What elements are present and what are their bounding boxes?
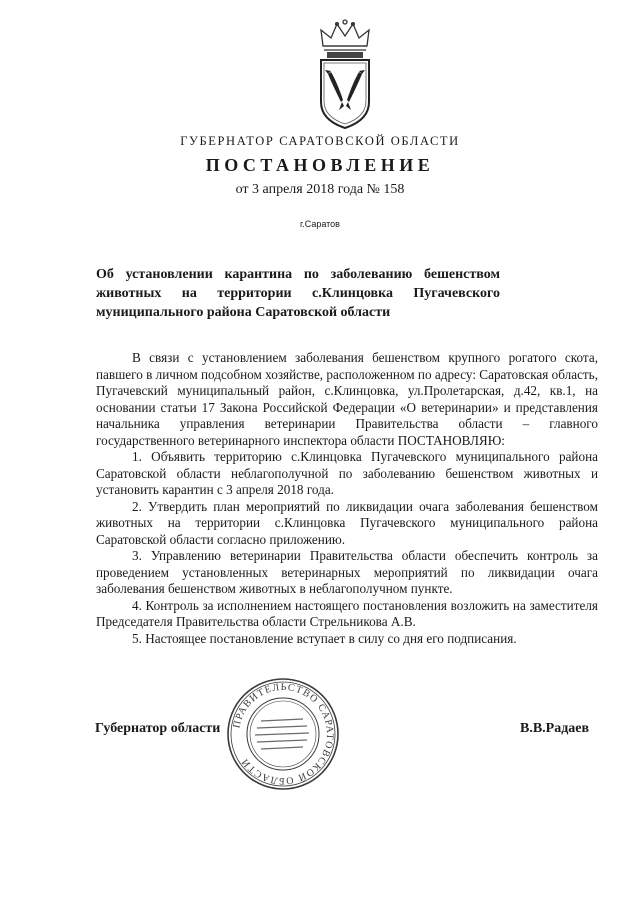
- clause-3: 3. Управлению ветеринарии Правительства области обеспечить контроль за проведением установленных ветеринарных мероприятий по ликвидации очага заболевания бешенством животных в неблагополучном пункте.: [96, 548, 598, 596]
- document-type: ПОСТАНОВЛЕНИЕ: [205, 155, 435, 175]
- issuing-authority: ГУБЕРНАТОР САРАТОВСКОЙ ОБЛАСТИ: [180, 134, 460, 148]
- document-body: [96, 350, 598, 647]
- signatory-name: В.В.Радаев: [520, 721, 590, 736]
- clause-2: 2. Утвердить план мероприятий по ликвидации очага заболевания бешенством животных на территории с.Клинцовка Пугачевского муниципального района Саратовской области согласно приложению.: [96, 498, 598, 547]
- coat-of-arms-icon: [313, 16, 377, 130]
- preamble-paragraph: В связи с установлением заболевания бешенством крупного рогатого скота, павшего в личном подсобном хозяйстве, расположенном по адресу: Саратовская область, Пугачевский муниципальный район, с.Клинцовка, ул.Пролетарская, д.42, кв.1, на основании статьи 17 Закона Российской Федерации «О ветеринарии» и представления начальника управления ветеринарии Правительства области – главного государственного ветеринарного инспектора области ПОСТАНОВЛЯЮ:: [96, 350, 598, 448]
- clause-5: 5. Настоящее постановление вступает в силу со дня его подписания.: [132, 630, 517, 646]
- document-date-number: от 3 апреля 2018 года № 158: [235, 182, 405, 197]
- signatory-position: Губернатор области: [95, 721, 221, 736]
- document-city: г.Саратов: [300, 219, 340, 229]
- official-seal-stamp: [221, 675, 345, 793]
- clause-4: 4. Контроль за исполнением настоящего постановления возложить на заместителя Председателя Правительства области Стрельникова А.В.: [96, 597, 598, 629]
- seal-ring-text: ПРАВИТЕЛЬСТВО САРАТОВСКОЙ ОБЛАСТИ: [231, 681, 336, 787]
- clause-1: 1. Объявить территорию с.Клинцовка Пугачевского муниципального района Саратовской области неблагополучной по заболеванию бешенством животных и установить карантин с 3 апреля 2018 года.: [96, 449, 598, 497]
- document-title: Об установлении карантина по заболеванию бешенством животных на территории с.Клинцовка Пугачевского муниципального района Саратовской области: [96, 267, 500, 320]
